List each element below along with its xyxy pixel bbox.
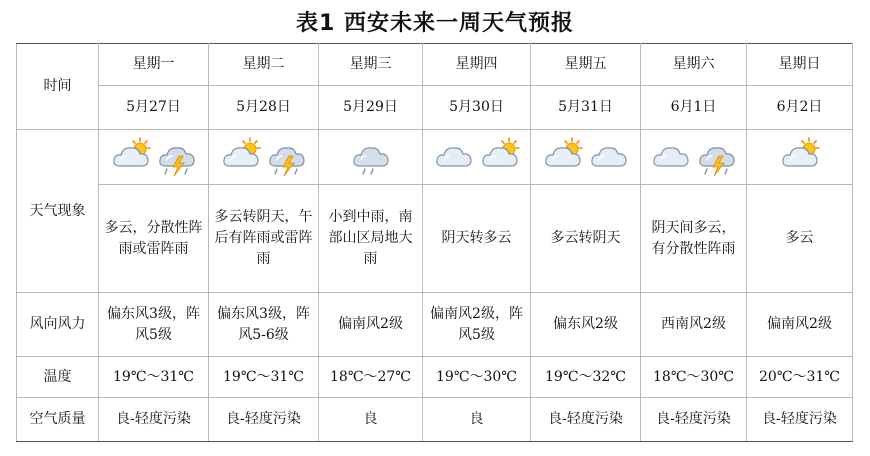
temperature-cell: 19℃～31℃	[99, 357, 209, 398]
temperature-cell: 20℃～31℃	[747, 357, 853, 398]
cloudy-icon	[433, 136, 475, 178]
weekday-row	[17, 44, 853, 86]
air-quality-cell: 良	[423, 398, 531, 442]
date-row	[17, 86, 853, 130]
wind-cell: 偏南风2级，阵风5级	[423, 293, 531, 357]
air-quality-cell: 良	[319, 398, 423, 442]
cloudy-icon	[650, 136, 692, 178]
date-cell: 5月28日	[209, 86, 319, 130]
wind-row	[17, 293, 853, 357]
weekday-cell: 星期一	[99, 44, 209, 86]
weather-icons	[645, 136, 742, 178]
weekday-cell: 星期日	[747, 44, 853, 86]
weather-forecast-table	[16, 43, 853, 442]
thunderstorm-icon	[266, 136, 308, 178]
icon-cell	[423, 130, 531, 185]
row-label-temperature: 温度	[17, 357, 99, 398]
weekday-cell: 星期三	[319, 44, 423, 86]
partly-cloudy-icon	[779, 136, 821, 178]
table-title: 表1 西安未来一周天气预报	[296, 11, 574, 36]
row-label-phenomenon: 天气现象	[17, 130, 99, 293]
weather-icons	[103, 136, 204, 178]
phenomenon-row	[17, 185, 853, 293]
wind-cell: 偏南风2级	[319, 293, 423, 357]
temperature-cell: 18℃～27℃	[319, 357, 423, 398]
weather-icons	[427, 136, 526, 178]
partly-cloudy-icon	[110, 136, 152, 178]
temperature-cell: 19℃～31℃	[209, 357, 319, 398]
partly-cloudy-icon	[542, 136, 584, 178]
wind-cell: 偏东风2级	[531, 293, 641, 357]
icon-cell	[99, 130, 209, 185]
air-quality-cell: 良-轻度污染	[641, 398, 747, 442]
temperature-cell: 19℃～30℃	[423, 357, 531, 398]
weather-icons	[751, 136, 848, 178]
phenomenon-cell: 多云	[747, 185, 853, 293]
phenomenon-cell: 阴天间多云，有分散性阵雨	[641, 185, 747, 293]
cloudy-icon	[588, 136, 630, 178]
icon-cell	[319, 130, 423, 185]
row-label-wind: 风向风力	[17, 293, 99, 357]
air-quality-cell: 良-轻度污染	[531, 398, 641, 442]
rain-icon	[350, 136, 392, 178]
weekday-cell: 星期六	[641, 44, 747, 86]
air-quality-cell: 良-轻度污染	[209, 398, 319, 442]
thunderstorm-icon	[696, 136, 738, 178]
phenomenon-cell: 小到中雨，南部山区局地大雨	[319, 185, 423, 293]
icon-cell	[531, 130, 641, 185]
date-cell: 6月1日	[641, 86, 747, 130]
weekday-cell: 星期二	[209, 44, 319, 86]
date-cell: 5月31日	[531, 86, 641, 130]
row-label-air-quality: 空气质量	[17, 398, 99, 442]
weather-icons	[535, 136, 636, 178]
phenomenon-cell: 多云转阴天	[531, 185, 641, 293]
row-label-time: 时间	[17, 44, 99, 130]
phenomenon-cell: 阴天转多云	[423, 185, 531, 293]
icon-row	[17, 130, 853, 185]
air-quality-cell: 良-轻度污染	[99, 398, 209, 442]
thunderstorm-icon	[156, 136, 198, 178]
temperature-row	[17, 357, 853, 398]
weekday-cell: 星期五	[531, 44, 641, 86]
wind-cell: 偏东风3级，阵风5-6级	[209, 293, 319, 357]
date-cell: 5月29日	[319, 86, 423, 130]
partly-cloudy-icon	[479, 136, 521, 178]
date-cell: 6月2日	[747, 86, 853, 130]
weather-icons	[323, 136, 418, 178]
date-cell: 5月27日	[99, 86, 209, 130]
temperature-cell: 19℃～32℃	[531, 357, 641, 398]
icon-cell	[641, 130, 747, 185]
weather-icons	[213, 136, 314, 178]
air-quality-row	[17, 398, 853, 442]
phenomenon-cell: 多云转阴天，午后有阵雨或雷阵雨	[209, 185, 319, 293]
date-cell: 5月30日	[423, 86, 531, 130]
air-quality-cell: 良-轻度污染	[747, 398, 853, 442]
icon-cell	[747, 130, 853, 185]
icon-cell	[209, 130, 319, 185]
temperature-cell: 18℃～30℃	[641, 357, 747, 398]
weekday-cell: 星期四	[423, 44, 531, 86]
partly-cloudy-icon	[220, 136, 262, 178]
wind-cell: 西南风2级	[641, 293, 747, 357]
phenomenon-cell: 多云，分散性阵雨或雷阵雨	[99, 185, 209, 293]
wind-cell: 偏南风2级	[747, 293, 853, 357]
wind-cell: 偏东风3级，阵风5级	[99, 293, 209, 357]
